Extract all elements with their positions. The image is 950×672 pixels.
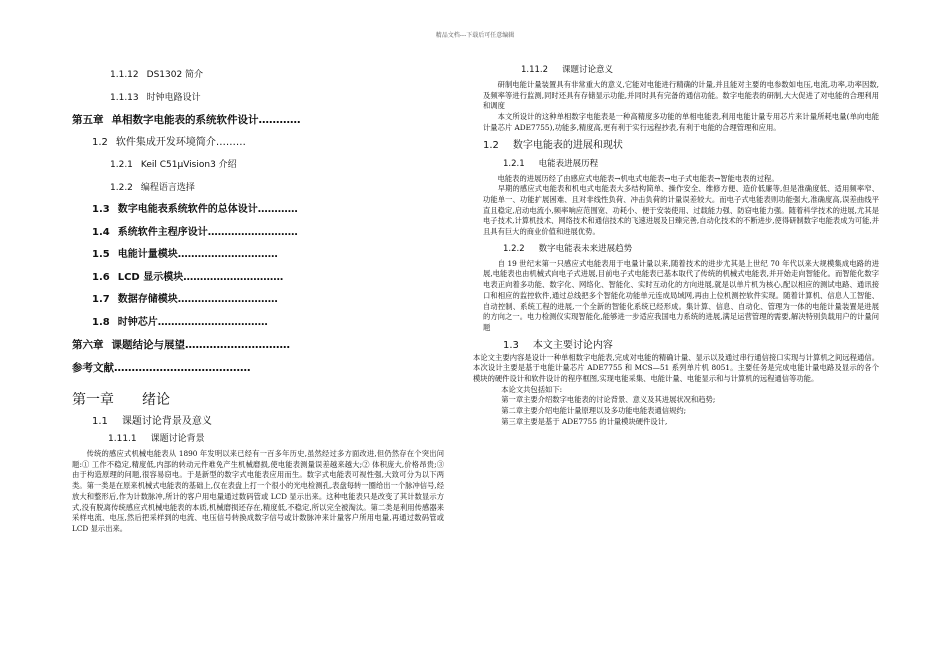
toc-entry-number: 1.5 [92,249,110,260]
toc-entry-number: 1.4 [92,226,110,238]
toc-entry-number: 1.3 [92,204,110,215]
toc-entry-title: 参考文献 [72,361,114,374]
toc-entry-title: 电能计量模块 [117,249,178,260]
section-title: 本文主要讨论内容 [532,339,613,351]
section-number: 1.3 [503,339,519,351]
list-item: 第一章主要介绍数字电能表的讨论背景、意义及其进展状况和趋势; [501,395,716,405]
toc-entry[interactable] [72,222,444,245]
toc-entry[interactable] [72,357,444,380]
subsection-number: 1.2.2 [503,243,525,254]
paragraph-trend: 自 19 世纪末第一只感应式电能表用于电量计量以来,随着技术的进步尤其是上世纪 70 年代以来大规模集成电路的进展,电能表也由机械式向电子式进展,目前电子式电能表已基本取代了传统的机械式电能表,并开始走向智能化。而智能化数字电表正向着多功能、数字化、网络化、智能化、实时互动化的方向进展,就是以单片机为核心,配以相应的测试电路、通讯接口和相应的监控软件,通过总线把多个智能化功能单元连成局域网,再由上位机测控软件实现。随着计算机、信息人工智能、自动控制、系统工程的进展,一个全新的智能化系统已经形成。集计算、信息、自动化、管理为一体的电能计量装置是进展的方向之一。电力检测仪实现智能化,能够进一步适应我国电力系统的进展,满足运营管理的需要,解决特别负载用户的计量问题 [483,258,879,332]
subsection-title: 课题讨论背景 [150,434,205,444]
section-title: 数字电能表的进展和现状 [512,139,623,151]
toc-entry-leader: ………………………… [177,249,278,260]
toc-entry[interactable] [72,154,444,177]
subsection-heading-1-11-2 [483,64,879,77]
toc-entry-leader: ………………………… [183,271,284,283]
paragraph-history-1: 电能表的进展历经了由感应式电能表→机电式电能表→电子式电能表→智能电表的过程。 [497,173,779,183]
left-column [72,64,444,535]
toc-entry[interactable] [72,267,444,290]
toc-entry[interactable] [72,177,444,200]
toc-entry-title: LCD 显示模块 [117,271,184,283]
list-item: 第二章主要介绍电能计量原理以及多功能电能表通信规约; [501,406,687,416]
paragraph-meaning-1: 研制电能计量装置具有非常重大的意义,它能对电能进行精确的计量,并且能对主要的电参数如电压,电流,功率,功率因数,及频率等进行监测,同时还具有存储显示功能,并同时具有完备的通信功能。数字电能表的研制,大大促进了对电能的合理利用和调度 [483,80,879,111]
toc-entry[interactable] [72,289,444,312]
toc-entry-leader: ………………………… [185,339,290,351]
watermark-text: 精品文档---下载后可任意编辑 [435,32,515,39]
toc-entry-title: 软件集成开发环境简介 [115,136,216,148]
toc-entry-title: Keil C51μVision3 介绍 [140,160,237,170]
toc-entry-title: 编程语言选择 [140,182,195,193]
toc-entry-leader: ……… [215,136,246,148]
toc-entry[interactable] [72,199,444,222]
toc-entry-leader: ……………………… [207,226,298,238]
section-title: 课题讨论背景及意义 [121,416,212,427]
toc-entry[interactable] [72,64,444,87]
toc-entry[interactable] [72,109,444,132]
paragraph-structure-intro: 本论文共包括如下: [501,384,563,394]
section-number: 1.1 [92,416,108,427]
toc-entry[interactable] [72,244,444,267]
toc-entry-number: 1.6 [92,271,110,283]
paragraph-meaning-2: 本文所设计的这种单相数字电能表是一种高精度多功能的单相电能表,利用电能计量专用芯片来计量所耗电量(单向电能计量芯片 ADE7755),功能多,精度高,更有利于实行远程抄表,有利于电能的合理管理和应用。 [483,112,879,132]
toc-entry[interactable] [72,312,444,335]
toc-entry-number: 1.2 [92,136,108,148]
right-column [473,64,880,428]
toc-entry-title: 单相数字电能表的系统软件设计 [111,114,259,126]
toc-entry-number: 1.7 [92,294,110,305]
toc-entry-title: 数字电能表系统软件的总体设计 [117,204,258,215]
toc-entry-title: DS1302 简介 [146,70,204,80]
toc-entry-leader: ………… [257,204,298,215]
chapter-number: 第一章 [72,392,114,408]
chapter-heading [72,391,444,409]
subsection-title: 数字电能表未来进展趋势 [538,243,633,254]
toc-entry-number: 1.2.1 [110,160,133,170]
toc-entry-title: 课题结论与展望 [111,339,185,351]
toc-entry-number: 1.1.12 [110,70,139,80]
table-of-contents [72,64,444,379]
section-heading-1-3 [483,339,879,353]
subsection-number: 1.11.1 [108,434,137,444]
list-item: 第三章主要是基于 ADE7755 的计量模块硬件设计, [501,416,668,426]
toc-entry-leader: …………………………… [157,316,268,328]
toc-entry[interactable] [72,334,444,357]
paragraph-main-content: 本论文主要内容是设计一种单相数字电能表,完成对电能的精确计量、显示以及通过串行通信接口实现与计算机之间远程通信。本次设计主要是基于电能计量芯片 ADE7755 和 MCS—51 系列单片机 8051。主要任务是完成电能计量电路及显示的各个模块的硬件设计和软件设计的程序框图,实现电能采集、电能计量、电能显示和与计算机的远程通信等功能。 [473,352,879,384]
toc-entry-title: 时钟电路设计 [146,92,201,103]
toc-entry-number: 1.8 [92,316,110,328]
toc-entry-leader: ………………………… [177,294,278,305]
toc-entry-title: 时钟芯片 [117,316,158,328]
subsection-heading-1-2-2 [483,243,879,256]
chapter-summary-list [483,395,879,427]
subsection-number: 1.2.1 [503,158,525,169]
paragraph-history-2: 早期的感应式电能表和机电式电能表大多结构简单、操作安全、维修方便、造价低廉等,但是准确度低、适用频率窄、功能单一、功能扩展困难、且对非线性负荷、冲击负荷的计量误差较大。而电子式电能表则功能强大,准确度高,误差曲线平直且稳定,启动电流小,频率响应范围宽、功耗小、便于安装使用、过载能力强、防窃电能力强。随着科学技术的进展,尤其是电子技术,计算机技术、网络技术和通信技术的飞速进展及日臻完善,自动化技术的不断进步,使得研制数字电能表成为可能,并且具有巨大的商业价值和进展优势。 [483,184,880,237]
section-heading-1-1 [72,415,444,429]
toc-entry-number: 第五章 [72,114,104,126]
toc-entry-title: 系统软件主程序设计 [117,226,208,238]
toc-entry[interactable] [72,87,444,110]
paragraph-background: 传统的感应式机械电能表从 1890 年发明以来已经有一百多年历史,虽然经过多方面改进,但仍然存在个突出问题:① 工作不稳定,精度低,内部的转动元件难免产生机械磨损,使电能表测量误差越来越大;② 体积庞大,价格昂贵;③ 由于构造原理的问题,很容易窃电。于是新型的数字式电能表应用而生。数字式电能表可视性强,大致可分为以下两类。第一类是在原来机械式电能表的基础上,仅在表盘上打一个很小的光电检测孔,表盘每转一圈给出一个脉冲信号,经放大和整形后,作为计数脉冲,所计的客户用电量通过数码管或 LCD 显示出来。这种电能表只是改变了其计数显示方式,没有脱离传统感应式机械电能表的本质,机械磨损还存在,精度低,不稳定,所以完全被淘汰。第二类是利用传感器来采样电流、电压,然后把采样到的电流、电压信号转换成数字信号或计数脉冲来计量客户所用电量,再通过数码管或 LCD 显示出来。 [72,449,444,533]
toc-entry[interactable] [72,132,444,155]
toc-entry-title: 数据存储模块 [117,294,178,305]
section-heading-1-2 [483,139,879,153]
subsection-number: 1.11.2 [521,65,549,75]
subsection-title: 课题讨论意义 [562,65,614,75]
subsection-title: 电能表进展历程 [538,158,599,169]
subsection-heading-1-11-1 [72,433,444,446]
toc-entry-number: 1.1.13 [110,92,139,103]
toc-entry-leader: ………… [258,114,301,126]
section-number: 1.2 [483,139,499,151]
toc-entry-leader: ………………………………… [114,361,251,374]
subsection-heading-1-2-1 [483,158,879,171]
chapter-title: 绪论 [142,392,170,408]
toc-entry-number: 第六章 [72,339,104,351]
toc-entry-number: 1.2.2 [110,182,133,193]
